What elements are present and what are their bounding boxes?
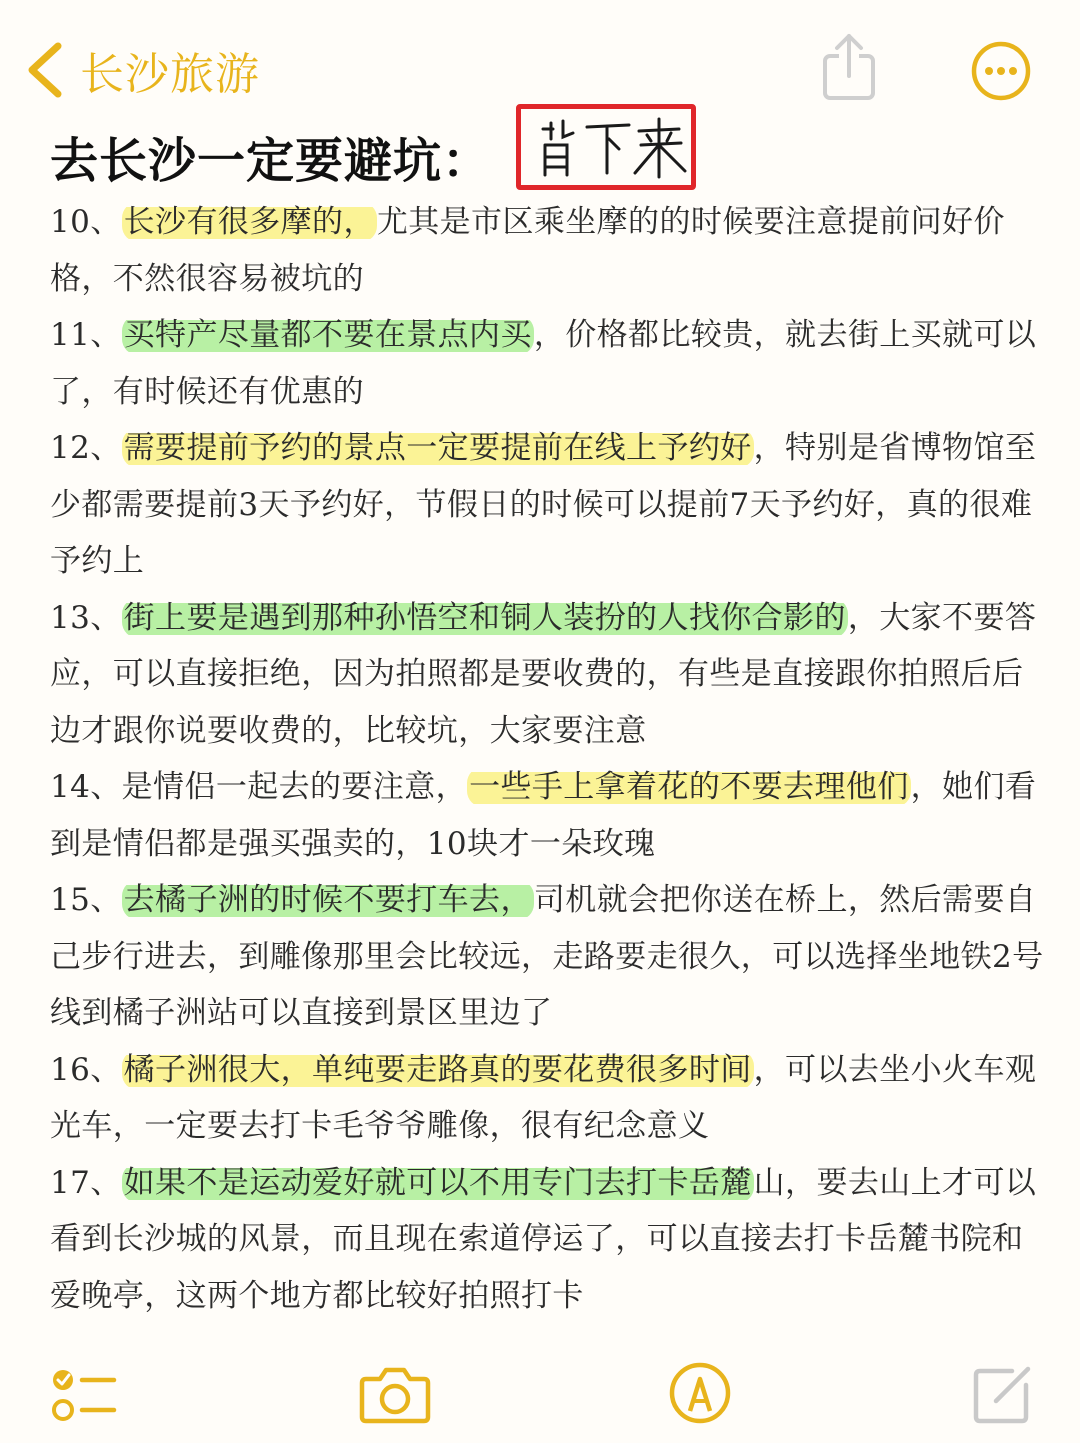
highlight: 去橘子洲的时候不要打车去， [123,882,532,918]
compose-icon[interactable] [972,1361,1034,1425]
highlight: 如果不是运动爱好就可以不用专门去打卡岳麓 [123,1164,752,1201]
note-title-row [50,108,491,204]
checklist-icon[interactable] [50,1365,118,1425]
list-item: 15、去橘子洲的时候不要打车去，司机就会把你送在桥上，然后需要自己步行进去，到雕像那里会比较远，走路要走很久，可以选择坐地铁2号线到橘子洲站可以直接到景区里边了 [50,882,1044,1031]
share-icon[interactable] [820,32,878,102]
highlight: 街上要是遇到那种孙悟空和铜人装扮的人找你合影的 [123,599,846,636]
bottom-toolbar [0,1355,1080,1443]
back-button[interactable] [22,38,260,102]
chevron-left-icon [22,40,68,100]
highlight: 一些手上拿着花的不要去理他们 [469,769,909,805]
handwritten-stamp [516,104,696,190]
highlight: 需要提前予约的景点一定要提前在线上予约好 [123,430,752,466]
list-item: 16、橘子洲很大，单纯要走路真的要花费很多时间，可以去坐小火车观光车，一定要去打卡毛爷爷雕像，很有纪念意义 [50,1051,1037,1144]
list-item: 11、买特产尽量都不要在景点内买，价格都比较贵，就去街上买就可以了，有时候还有优惠的 [50,317,1037,410]
list-item: 10、长沙有很多摩的，尤其是市区乘坐摩的的时候要注意提前问好价格，不然很容易被坑的 [50,204,1005,297]
camera-icon[interactable] [358,1363,432,1425]
note-title: 去长沙一定要避坑： [50,132,492,189]
back-label: 长沙旅游 [80,49,260,100]
handwritten-text-image [521,109,691,185]
highlight: 长沙有很多摩的， [123,204,375,240]
list-item: 12、需要提前予约的景点一定要提前在线上予约好，特别是省博物馆至少都需要提前3天予约好，节假日的时候可以提前7天予约好，真的很难予约上 [50,430,1037,579]
note-body[interactable] [50,194,1050,1324]
markup-pen-icon[interactable] [668,1361,732,1425]
list-item: 17、如果不是运动爱好就可以不用专门去打卡岳麓山，要去山上才可以看到长沙城的风景，而且现在索道停运了，可以直接去打卡岳麓书院和爱晚亭，这两个地方都比较好拍照打卡 [50,1164,1037,1314]
list-item: 14、是情侣一起去的要注意，一些手上拿着花的不要去理他们，她们看到是情侣都是强买强卖的，10块才一朵玫瑰 [50,769,1037,862]
more-icon[interactable] [970,40,1032,102]
list-item: 13、街上要是遇到那种孙悟空和铜人装扮的人找你合影的，大家不要答应，可以直接拒绝，因为拍照都是要收费的，有些是直接跟你拍照后后边才跟你说要收费的，比较坑，大家要注意 [50,599,1037,749]
highlight: 买特产尽量都不要在景点内买 [123,317,532,353]
highlight: 橘子洲很大，单纯要走路真的要花费很多时间 [123,1051,752,1088]
